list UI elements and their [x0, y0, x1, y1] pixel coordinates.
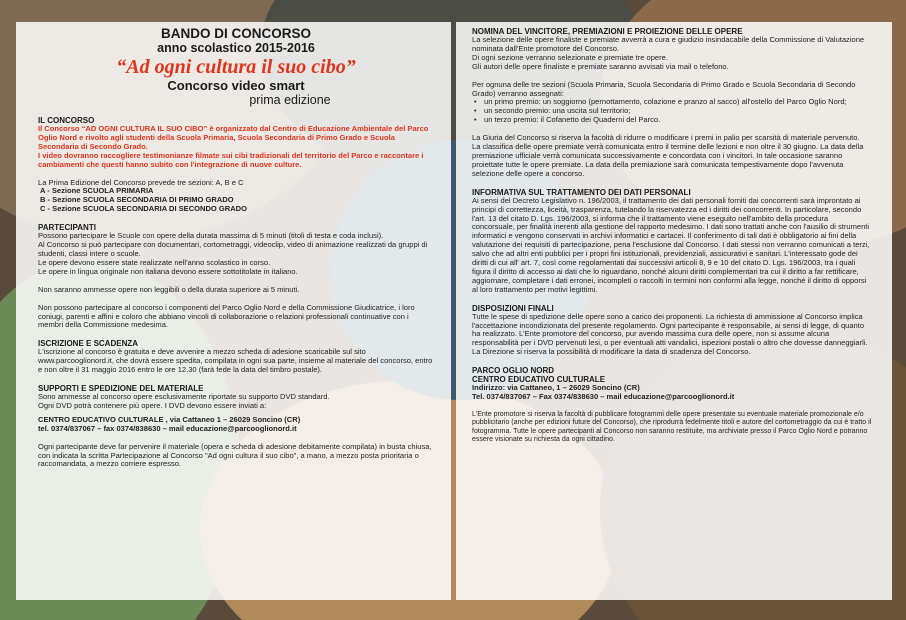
informativa-text: Ai sensi del Decreto Legislativo n. 196/2003, il trattamento dei dati personali forniti dai concorrenti sarà improntato ai principi di correttezza, liceità, trasparenza, tutelando la riservatezza ed i diritti dei concorrenti. In particolare, secondo l'art. 13 del citato D. Lgs. 196/2003, si informa che il trattamento viene eseguito nell'ambito della procedura concorsuale, per finalità inerenti alla gestione del rapporto medesimo. I dati sono trattati anche con l'ausilio di strumenti informatici e vengono conservati in archivi informatici e cartacei. Il conferimento di tali dati è obbligatorio ai fini della valutazione dei requisiti di partecipazione, pena l'esclusione dal Concorso. I dati stessi non verranno comunicati a terzi, salvo che ad altri enti pubblici per i propri fini istituzionali, previdenziali, assicurativi e sanitari. L'interessato gode dei diritti di cui all' art. 7, così come regolamentati dai successivi articoli 8, 9 e 10 del citato D. Lgs. 196/2003, tra i quali figura il diritto di accesso ai dati che lo riguardano, nonché alcuni diritti complementari tra cui il diritto a far rettificare, aggiornare, completare i dati erronei, incompleti o raccolti in termini non conformi alla legge, nonché il diritto di opporsi al loro trattamento per motivi legittimi.	[472, 195, 870, 294]
edition: prima edizione	[249, 93, 331, 107]
heading-informativa: INFORMATIVA SUL TRATTAMENTO DEI DATI PERSONALI	[472, 187, 691, 197]
partecipanti-p2: Al Concorso si può partecipare con documentari, cortometraggi, videoclip, video di animazione realizzati da gruppi di studenti, classi intere o scuole.	[38, 240, 428, 258]
prize-third: • un terzo premio: il Cofanetto dei Quaderni del Parco.	[472, 116, 872, 125]
contact-org: PARCO OGLIO NORD	[472, 366, 555, 376]
prize-first: • un primo premio: un soggiorno (pernottamento, colazione e pranzo al sacco) all'ostello del Parco Oglio Nord;	[472, 98, 872, 107]
partecipanti-p1: Possono partecipare le Scuole con opere della durata massima di 5 minuti (titoli di testa e coda inclusi).	[38, 231, 384, 241]
section-c: C - Sezione SCUOLA SECONDARIA DI SECONDO GRADO	[40, 204, 247, 214]
sections-intro: La Prima Edizione del Concorso prevede tre sezioni: A, B e C	[38, 177, 244, 187]
supporti-p2: Ogni DVD potrà contenere più opere. I DVD devono essere inviati a:	[38, 400, 267, 410]
nomina-p3: Gli autori delle opere finaliste e premiate saranno avvisati via mail o telefono.	[472, 61, 729, 71]
school-year: anno scolastico 2015-2016	[157, 41, 315, 55]
contact-phone-mail: Tel. 0374/837067 – Fax 0374/838630 – mail educazione@parcooglionord.it	[472, 392, 735, 402]
contact-address: Indirizzo: via Cattaneo, 1 – 26029 Soncino (CR)	[472, 383, 640, 393]
section-a: A - Sezione SCUOLA PRIMARIA	[40, 186, 154, 196]
bando-title: BANDO DI CONCORSO	[160, 26, 311, 41]
iscrizione-text: L'iscrizione al concorso è gratuita e deve avvenire a mezzo scheda di adesione scaricabile sul sito www.parcooglionord.it, che dovrà essere spedita, compilata in ogni sua parte, insieme al materiale del concorso, entro e non oltre il 31 maggio 2016 entro le ore 12.30 (farà fede la data del timbro postale).	[38, 347, 433, 375]
nomina-p5: La Giuria del Concorso si riserva la facoltà di ridurre o modificare i premi in palio per scarsità di materiale pervenuto.	[472, 133, 860, 143]
heading-nomina: NOMINA DEL VINCITORE, PREMIAZIONI E PROIEZIONE DELLE OPERE	[472, 27, 743, 36]
supporti-address: CENTRO EDUCATIVO CULTURALE , via Cattaneo 1 – 26029 Soncino (CR)	[38, 414, 301, 424]
heading-partecipanti: PARTECIPANTI	[38, 223, 96, 233]
slogan: “Ad ogni cultura il suo cibo”	[116, 56, 356, 78]
contact-centre: CENTRO EDUCATIVO CULTURALE	[472, 375, 606, 385]
right-column	[472, 27, 872, 445]
nomina-p6: La classifica delle opere premiate verrà comunicata entro il termine delle lezioni e non oltre il 30 giugno. La data della premiazione ufficiale verrà comunicata successivamente e concordata con i vincitori. In tale occasione saranno proiettate tutte le opere premiate. La data della premiazione sarà comunicata tempestivamente dopo l'avvenuta selezione delle opere a concorso.	[472, 142, 864, 178]
nomina-p4: Per ognuna delle tre sezioni (Scuola Primaria, Scuola Secondaria di Primo Grado e Scuola Secondaria di Secondo Grado) verranno assegnati:	[472, 79, 856, 98]
heading-disposizioni: DISPOSIZIONI FINALI	[472, 303, 554, 313]
nomina-p1: La selezione delle opere finaliste e premiate avverrà a cura e giudizio insindacabile della Commissione di Valutazione nominata dall'Ente promotore del Concorso.	[472, 35, 865, 53]
disposizioni-text: Tutte le spese di spedizione delle opere sono a carico dei proponenti. La richiesta di ammissione al Concorso implica l'accettazione incondizionata del presente regolamento. Ogni partecipante è responsabile, ai sensi di legge, di quanto ha realizzato. L'Ente promotore del concorso, pur avendo massima cura delle opere, non si assume alcuna responsabilità per i DVD pervenuti lesi, o per eventuali atti vandalici, ispezioni postali o altro che dovesse danneggiarli. La Direzione si riserva la possibilità di modificare la data di scadenza del Concorso.	[472, 311, 868, 357]
prizes-list	[472, 98, 872, 125]
partecipanti-p5: Non saranno ammesse opere non leggibili o della durata superiore ai 5 minuti.	[38, 284, 300, 294]
heading-iscrizione: ISCRIZIONE E SCADENZA	[38, 339, 139, 349]
contest-subtitle: Concorso video smart	[167, 78, 305, 93]
fine-print: L'Ente promotore si riserva la facoltà di pubblicare fotogrammi delle opere presentate su eventuale materiale promozionale e/o pubblicitario (anche per edizioni future del Concorso), che riprodurrà fedelmente titoli e autore del cortometraggio da cui è tratto il fotogramma. Tutte le opere partecipanti al Concorso non saranno restituite, ma archiviate presso il Parco Oglio Nord e potranno essere visionate su richiesta da ogni cittadino.	[472, 411, 872, 444]
section-b: B - Sezione SCUOLA SECONDARIA DI PRIMO GRADO	[40, 195, 234, 205]
prize-second: • un secondo premio: una uscita sul territorio;	[472, 107, 872, 116]
supporti-p1: Sono ammesse al concorso opere esclusivamente riportate su supporto DVD standard.	[38, 392, 330, 402]
supporti-p3: Ogni partecipante deve far pervenire il materiale (opera e scheda di adesione debitamente compilata) in busta chiusa, con indicata la scritta Partecipazione al Concorso "Ad ogni cultura il suo cibo", a mano, a mezzo posta prioritaria o raccomandata, a mezzo corriere espresso.	[38, 441, 432, 469]
concorso-videos: I video dovranno raccogliere testimonianze filmate sui cibi tradizionali del territorio del Parco e raccontare i cambiamenti che questi hanno subito con l'integrazione di nuove culture.	[38, 150, 424, 169]
partecipanti-p3: Le opere devono essere state realizzate nell'anno scolastico in corso.	[38, 257, 271, 267]
heading-supporti: SUPPORTI E SPEDIZIONE DEL MATERIALE	[38, 384, 204, 394]
concorso-intro: Il Concorso “AD OGNI CULTURA IL SUO CIBO” è organizzato dal Centro di Educazione Ambientale del Parco Oglio Nord e rivolto agli studenti della Scuola Primaria, Scuola Secondaria di Primo Grado e Scuola Secondaria di Secondo Grado.	[38, 124, 429, 151]
nomina-p2: Di ogni sezione verranno selezionate e premiate tre opere.	[472, 52, 668, 62]
bando-header	[38, 26, 434, 108]
heading-il-concorso: IL CONCORSO	[38, 116, 95, 125]
partecipanti-p4: Le opere in lingua originale non italiana devono essere sottotitolate in italiano.	[38, 266, 298, 276]
left-column	[38, 26, 434, 469]
supporti-contacts: tel. 0374/837067 – fax 0374/838630 – mail educazione@parcooglionord.it	[38, 423, 297, 433]
partecipanti-p6: Non possono partecipare al concorso i componenti del Parco Oglio Nord e della Commissione Giudicatrice, i loro coniugi, parenti e affini e coloro che abbiano vincoli di collaborazione o relazioni professionali continuative con i membri della Commissione medesima.	[38, 302, 415, 330]
